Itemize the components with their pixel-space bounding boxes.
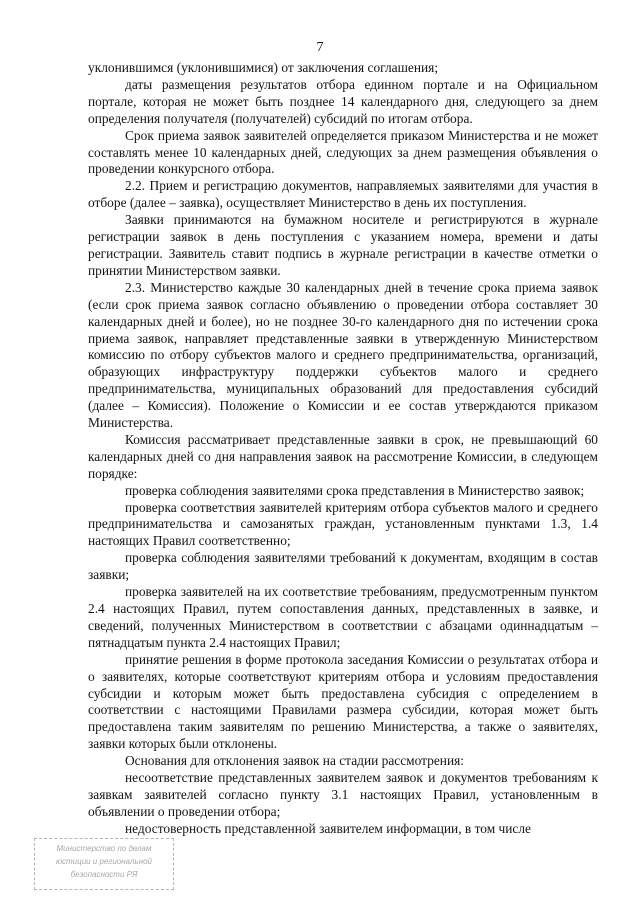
- page-number: 7: [316, 40, 324, 55]
- paragraph: несоответствие представленных заявителем заявок и документов требованиям к заявкам заявителей согласно пункту 3.1 настоящих Правил, установленным в объявлении о проведении отбора;: [88, 770, 598, 819]
- stamp-line: безопасности РЯ: [70, 870, 138, 879]
- paragraph: принятие решения в форме протокола заседания Комиссии о результатах отбора и о заявителях, которые соответствуют критериям отбора и условиям предоставления субсидии и которым может быть предоставлена субсидия с определением в соответствии с настоящими Правилами размера субсидии, которая может быть предоставлена таким заявителям по решению Министерства, а также о заявителях, заявки которых были отклонены.: [88, 651, 598, 752]
- paragraph: Основания для отклонения заявок на стадии рассмотрения:: [125, 753, 465, 769]
- paragraph: проверка соблюдения заявителями срока представления в Министерство заявок;: [125, 482, 585, 498]
- paragraph: 2.3. Министерство каждые 30 календарных дней в течение срока приема заявок (если срок приема заявок согласно объявлению о проведении отбора составляет 30 календарных дней и более), но не позднее 30-го календарного дня по истечении срока приема заявок, направляет представленные заявки в утвержденную Министерством комиссию по отбору субъектов малого и среднего предпринимательства, организаций, образующих инфраструктуру поддержки субъектов малого и среднего предпринимательства, муниципальных образований для предоставления субсидий (далее – Комиссия). Положение о Комиссии и ее состав утверждаются приказом Министерства.: [88, 279, 598, 431]
- paragraph: даты размещения результатов отбора единном портале и на Официальном портале, которая не может быть позднее 14 календарного дня, следующего за днем определения получателя (получателей) субсидий по итогам отбора.: [88, 76, 598, 126]
- paragraph: недостоверность представленной заявителем информации, в том числе: [125, 820, 531, 836]
- paragraph: Заявки принимаются на бумажном носителе и регистрируются в журнале регистрации заявок в день поступления с указанием номера, времени и даты регистрации. Заявитель ставит подпись в журнале регистрации в качестве отметки о принятии Министерством заявки.: [88, 212, 598, 278]
- registration-stamp: [34, 838, 174, 890]
- paragraph: Срок приема заявок заявителей определяется приказом Министерства и не может составлять менее 10 календарных дней, следующих за днем размещения объявления о проведении конкурсного отбора.: [88, 127, 598, 177]
- paragraph: 2.2. Прием и регистрацию документов, направляемых заявителями для участия в отборе (далее – заявка), осуществляет Министерство в день их поступления.: [88, 178, 598, 211]
- stamp-line: юстиции и региональной: [55, 857, 153, 866]
- stamp-line: Министерство по делам: [56, 844, 152, 853]
- paragraph: проверка соблюдения заявителями требований к документам, входящим в состав заявки;: [88, 550, 598, 583]
- paragraph: проверка заявителей на их соответствие требованиям, предусмотренным пунктом 2.4 настоящих Правил, путем сопоставления данных, представленных в заявке, и сведений, полученных Министерством в соответствии с абзацами одиннадцатым – пятнадцатым пункта 2.4 настоящих Правил;: [88, 584, 598, 650]
- paragraph: Комиссия рассматривает представленные заявки в срок, не превышающий 60 календарных дней со дня направления заявок на рассмотрение Комиссии, в следующем порядке:: [88, 431, 598, 481]
- paragraph: проверка соответствия заявителей критериям отбора субъектов малого и среднего предпринимательства и самозанятых граждан, установленным пунктами 1.3, 1.4 настоящих Правил соответственно;: [88, 499, 598, 549]
- document-body: [88, 60, 598, 838]
- paragraph: уклонившимся (уклонившимися) от заключения соглашения;: [88, 60, 439, 75]
